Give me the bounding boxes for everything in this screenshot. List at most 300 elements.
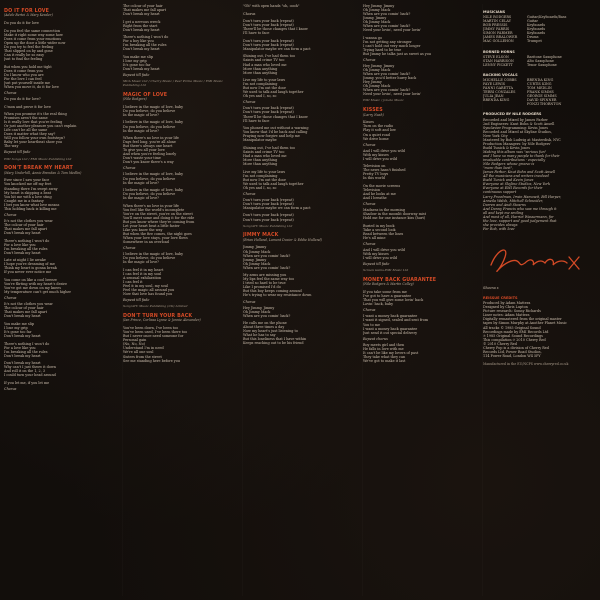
performance-note: Repeat till fade — [123, 298, 150, 303]
text-line: all and kept me smiling — [483, 210, 524, 215]
text-line: The way — [4, 144, 19, 149]
text-line: Synclavier Programming: Kevin Jones — [483, 125, 549, 130]
songwriter-credit: (Adele Bertei & Mary Kessler) — [4, 13, 53, 18]
text-line: You knew that I'd be back and calling — [243, 130, 308, 135]
text-line: Oh Jimmy Mack — [363, 8, 391, 13]
text-line: she provides always — [483, 222, 518, 227]
chorus-label: Chorus — [363, 308, 376, 313]
text-line: Oh Jimmy Mack — [363, 68, 391, 73]
chorus-label: Chorus — [243, 191, 256, 196]
text-line: You've been used, I've been there too — [123, 330, 188, 335]
text-line: Like you know the way — [123, 228, 163, 233]
text-line: Kisses — [363, 120, 374, 125]
text-line: If you never ever notice me — [4, 270, 52, 275]
song-title: MAGIC OF LOVE — [123, 92, 168, 98]
text-line: Make it right some way some how — [4, 32, 63, 37]
text-line: Need your lovin', need your lovin' — [363, 28, 421, 33]
text-line: I'm not getting any stronger — [363, 39, 412, 44]
text-line: I'm breaking all the rules — [4, 349, 48, 354]
text-line: I get a nervous wreck — [123, 19, 161, 24]
lyrics-column-1 — [4, 4, 116, 596]
text-line: I can feel it in my soul — [123, 271, 162, 276]
credit-role: Keyboards — [527, 27, 546, 32]
text-line: Chorus — [243, 11, 256, 16]
text-line: You make me slip — [123, 54, 154, 59]
text-line: The colour of your hair — [123, 4, 163, 8]
text-line: But now I'm out the door — [243, 86, 287, 91]
text-line: Oh Jimmy Mack — [243, 261, 271, 266]
text-line: And roll it on the 1, 2, 3 — [4, 369, 46, 374]
text-line: More than anything — [243, 162, 278, 166]
text-line: With my kisses — [363, 152, 389, 157]
text-line: But this loneliness that I have within — [243, 337, 307, 342]
text-line: I want it signed, sealed and sent from — [363, 318, 429, 323]
text-line: Don't turn your back (repeat) — [243, 201, 294, 206]
credit-name: JAMES BRALOWER — [483, 35, 518, 40]
text-line: I will drive you wild — [363, 156, 397, 161]
text-line: If you take some from me — [363, 290, 407, 295]
text-line: More than anything — [243, 66, 278, 71]
text-line: I bet you know what love means — [4, 202, 60, 207]
text-line: The colour of your hair — [4, 306, 44, 311]
text-line: When there's no love in your life — [123, 136, 179, 141]
text-line: Recorded and Mixed at Skyline Studios, — [483, 129, 552, 134]
text-line: Hold me for one instance kiss (hurt) — [363, 216, 426, 221]
text-line: Lovin' back, baby — [363, 302, 394, 307]
text-line: When there's no love in your life — [123, 203, 179, 208]
text-line: When your love stays, your love flows — [123, 236, 188, 241]
text-line: Boy meets girl and then — [363, 342, 405, 347]
text-line: Trying hard to be true — [363, 47, 402, 52]
chorus-label: Chorus — [363, 142, 376, 147]
song-title: KISSES — [363, 108, 383, 114]
lyric-block — [363, 4, 475, 56]
text-line: C'mon and prove it for love — [4, 104, 51, 109]
lyric-block — [4, 302, 116, 385]
text-line: I want a money back guarantee — [363, 314, 418, 319]
text-line: Produced by Adam Mattera — [483, 301, 531, 306]
text-line: If you let me, if you let me — [4, 380, 50, 385]
publisher-credit: Sony/ATV Music Publishing (UK) Limited — [123, 304, 188, 309]
text-line: Jimmy, you'd better hurry back — [363, 76, 417, 81]
text-line: We're all one soul — [123, 350, 154, 355]
text-line: Don't turn your back (repeat) — [243, 23, 294, 28]
text-line: Do you do it for love? — [4, 96, 41, 101]
text-line: I believe in the magic of love, baby — [123, 252, 184, 257]
text-line: Madness in the morning — [363, 208, 405, 213]
text-line: Just to find the feeling — [4, 57, 43, 62]
text-line: Do you believe, do you believe — [123, 108, 176, 113]
text-line: There'll be those changes that I know — [243, 27, 308, 32]
text-line: Don't turn your back (repeat) — [243, 110, 294, 115]
credit-role: FRANK SIMMS — [527, 90, 554, 95]
text-line: Buried in my book — [363, 223, 395, 228]
text-line: For Rob, with love — [483, 226, 515, 231]
text-line: When are you comin' back? — [363, 88, 411, 93]
text-line: The colour of your hair — [4, 222, 44, 227]
text-line: There'll be those changes that I know — [243, 114, 308, 119]
text-line: Liner notes: Adam Mattera — [483, 313, 530, 318]
credit-row — [483, 63, 597, 67]
credit-role: Guitar/Keyboards/Bass — [527, 15, 567, 20]
text-line: I can't hold out very much longer — [363, 43, 421, 48]
text-line: Saints and crime TV too — [243, 58, 285, 63]
text-line: tapes by Simon Murphy at Another Planet Music — [483, 321, 567, 326]
text-line: Don't break my heart — [4, 333, 41, 338]
credit-name: MARTIN CELAY — [483, 19, 511, 24]
text-line: Right from the start — [123, 23, 158, 28]
text-line: Don't turn your back (repeat) — [243, 38, 294, 43]
text-line: the love, support and good judgement that — [483, 218, 557, 223]
text-line: But I never once need someone for — [123, 334, 184, 339]
credit-role: GEORGE SIMMS — [527, 94, 557, 99]
lyric-block — [243, 245, 355, 297]
lyric-block — [4, 219, 116, 294]
text-line: When are you comin' back? — [363, 24, 411, 29]
chorus-label: Chorus — [4, 296, 17, 301]
songwriter-credit: (Larry Nash) — [363, 112, 384, 117]
chorus-label: Chorus — [4, 386, 17, 391]
text-line: That makes me fall apart — [4, 310, 48, 315]
text-line: (No, No, No) — [123, 342, 145, 347]
text-line: You've been down, I've been too — [123, 326, 179, 331]
chorus-label: Chorus — [123, 246, 136, 251]
text-line: Live my life to your laws — [243, 169, 286, 174]
text-line: There's nothing I won't do — [4, 238, 50, 243]
text-line: When are you comin' back? — [243, 313, 291, 318]
text-line: Hey Jimmy — [363, 80, 382, 85]
text-line: Nile Rodgers whose groove is — [483, 162, 535, 167]
text-line: Sisters from the street — [123, 354, 162, 359]
performance-note: Repeat till fade — [123, 73, 150, 78]
lyric-block — [4, 97, 116, 149]
text-line: Designed by Chris Lupton — [483, 305, 528, 310]
credit-name: NILE RODGERS — [483, 15, 512, 20]
text-line: Shining out, I've had them too — [243, 54, 296, 59]
lyric-block — [363, 248, 475, 260]
text-line: Or just another pleasure you can't explain — [4, 124, 77, 129]
credit-role: TOM MEDLIN — [527, 86, 552, 91]
text-line: I'll have to face — [243, 118, 270, 123]
text-line: I lose my grip — [123, 59, 147, 64]
text-line: Do you believe, do you believe — [123, 124, 176, 129]
credit-name: SIMON FARMER — [483, 31, 513, 36]
text-line: You're flirting with my heart's desire — [4, 281, 68, 286]
text-line: Had a man who loved me — [243, 153, 287, 158]
text-line: It's not the clothes you wear — [4, 302, 53, 307]
text-line: Shadow in the moonlit doorway mist — [363, 212, 426, 217]
credit-name: FAYE LEWIS — [483, 82, 506, 87]
song-title: JIMMY MACK — [243, 233, 279, 239]
text-line: It's gone too far — [4, 329, 32, 334]
text-line: Don't turn your back (repeat) — [243, 197, 294, 202]
text-line: I'm breaking all the rules — [4, 246, 48, 251]
text-line: And I will drive you wild — [363, 148, 405, 153]
songwriter-credit: (Brian Holland, Lamont Dozier & Eddie Holland) — [243, 237, 322, 242]
text-line: Don't break my heart — [4, 353, 41, 358]
text-line: All the musicians and writers involved — [483, 174, 549, 179]
text-line: We've got to make it last — [363, 358, 406, 363]
text-line: You phoned me out without a warning — [243, 126, 309, 131]
text-line: Do you do it for love — [4, 21, 39, 26]
text-line: Television on — [363, 164, 386, 169]
text-line: All tracks © 1985 Original Sound — [483, 325, 541, 330]
text-line: "Oh" with open hands "oh, oooh" — [243, 4, 300, 8]
chorus-label: Chorus — [123, 166, 136, 171]
text-line: And most of all, Harriet Wassermann, for — [483, 214, 554, 219]
text-line: Darren and Andi Stearns — [483, 202, 526, 207]
text-line: Don't turn your back (repeat) — [243, 19, 294, 24]
text-line: Don't waste your time — [123, 156, 161, 161]
text-line: Oh Jimmy Mack — [243, 309, 271, 314]
text-line: Don't break my heart — [123, 27, 160, 32]
credit-role: Trumpet — [527, 39, 542, 44]
credits-column — [482, 4, 597, 596]
lyric-block — [363, 64, 475, 96]
credits-heading: BORNED HORNS — [483, 49, 515, 54]
credit-role: BRENDA KING — [527, 78, 554, 83]
text-line: I hope you're dreaming of me — [4, 262, 55, 267]
credit-name: MICHELLE COBBS — [483, 78, 517, 83]
publisher-credit: EMI Music / Jobete Music — [363, 98, 404, 103]
publisher-credit: Screen Gems-EMI Music Ltd — [363, 268, 409, 273]
text-line: Promises aren't the same — [4, 116, 48, 121]
reissue-heading: REISSUE CREDITS — [483, 296, 518, 301]
text-line: Life can't be all the same — [4, 128, 48, 133]
credit-name: STAN HARRISON — [483, 58, 514, 63]
text-line: Caught me in a fantasy — [4, 198, 44, 203]
text-line: Shining out, I've had them too — [243, 145, 296, 150]
chorus-label: Chorus — [243, 299, 256, 304]
text-line: But this boy keeps coming around — [243, 289, 302, 294]
text-line: I'll have to face — [243, 31, 270, 36]
text-line: When are you comin' back? — [243, 265, 291, 270]
text-line: New York City — [483, 133, 508, 138]
credit-name: LENNY PICKETT — [483, 62, 513, 67]
text-line: This holding back is killing me — [4, 206, 57, 211]
chorus-label: Chorus — [243, 100, 256, 105]
text-line: Television — [363, 188, 381, 193]
text-line: But now I'm out the door — [243, 177, 287, 182]
text-line: Larry Freedman, Irwin Hamowit, Bill Harper, — [483, 194, 562, 199]
text-line: Open up the door a little wider now — [4, 40, 66, 45]
text-line: Had a man who loved me — [243, 62, 287, 67]
text-line: Everyone at EMI Records for their — [483, 186, 543, 191]
text-line: I lose my grip — [4, 325, 28, 330]
text-line: Let your heart beat a little faster — [123, 223, 180, 228]
text-line: I wanna go — [363, 35, 383, 40]
text-line: Manipulator maybe — [243, 138, 277, 143]
handwritten-signature — [483, 235, 589, 281]
text-line: That makes me fall apart — [4, 226, 48, 231]
text-line: About three times a day — [243, 325, 285, 330]
text-line: Pretty TV boys — [363, 172, 389, 177]
credit-role: FONZI THORNTON — [527, 102, 562, 107]
text-line: Play it soft and low — [363, 128, 396, 133]
text-line: You knocked me off my feet — [4, 182, 52, 187]
text-line: Ever since I saw your face — [4, 178, 50, 183]
text-line: I can feel it — [123, 280, 143, 285]
lyric-block — [123, 252, 235, 296]
credit-name: MAC GOLLEHON — [483, 39, 514, 44]
text-line: I believe in the magic of love, baby — [123, 104, 184, 109]
text-line: Don't turn your back (repeat) — [243, 213, 294, 218]
text-line: You're on the street, you're on the street — [123, 211, 193, 216]
text-line: When are you comin' back? — [363, 72, 411, 77]
credits-heading: BACKING VOCALS — [483, 72, 518, 77]
performance-note: Repeat till fade — [4, 150, 31, 155]
text-line: You to me — [363, 322, 380, 327]
text-line: I could turn your head around — [4, 373, 56, 378]
text-line: Why can't I just throw it down — [4, 365, 56, 370]
text-line: He calls me on the phone — [243, 321, 287, 326]
credit-row — [483, 102, 597, 106]
text-line: You feel like the world's incomplete — [123, 207, 185, 212]
credit-name: BOB PRESSIS — [483, 23, 508, 28]
songwriter-credit: (Ian Prince, Corlissa Lynne & Jonnie Alexander) — [123, 318, 201, 323]
text-line: I will drive you wild — [363, 256, 397, 261]
text-line: Standing there I'm swept away — [4, 186, 58, 191]
chorus-label: Chorus — [363, 58, 376, 63]
text-line: The news hasn't finished — [363, 168, 406, 173]
song-title: DO IT FOR LOVE — [4, 9, 50, 14]
text-line: For a boy like you — [123, 39, 154, 44]
lyric-block — [363, 314, 475, 334]
text-line: In the magic of love? — [123, 196, 159, 201]
text-line: You make me slip — [4, 321, 35, 326]
text-line: Don't turn your back (repeat) — [243, 106, 294, 111]
text-line: And he looks at me — [363, 192, 396, 197]
credit-role: CURTIS KING — [527, 82, 552, 87]
text-line: Does it come from you — [4, 68, 43, 73]
songwriter-credit: (Nile Rodgers & Martin Colley) — [363, 282, 414, 287]
text-line: © 2010 Cherry Red — [483, 341, 517, 346]
text-line: I tried so hard to be true — [243, 281, 286, 286]
text-line: Think my heart is gonna break — [4, 266, 57, 271]
text-line: You'll meet some and doing it for the ride — [123, 215, 195, 220]
credit-role: Keyboards — [527, 23, 546, 28]
text-line: But you know where they're coming from — [123, 219, 195, 224]
text-line: When are you comin' back? — [243, 253, 291, 258]
text-line: In the magic of love? — [123, 260, 159, 265]
text-line: Picture research: Sonny Richards — [483, 309, 541, 314]
credit-role: Drums — [527, 35, 539, 40]
text-line: Everyone at Skyline Studios, New York — [483, 182, 551, 187]
thanks-note — [483, 150, 597, 231]
credit-role: Alto Saxophone — [527, 58, 554, 63]
lyric-block — [483, 301, 597, 325]
lyrics-column-2 — [122, 4, 235, 596]
text-line: Production Managers: by Nile Rodgers' — [483, 141, 552, 146]
text-line: I believe in the magic of love, baby — [123, 188, 184, 193]
text-line: I'm not complaining — [243, 173, 278, 178]
text-line: Do you feel the same connection — [4, 28, 61, 33]
text-line: Read between the lines — [363, 231, 404, 236]
text-line: Don't break my heart — [123, 47, 160, 52]
text-line: Don't you know there's a way — [123, 160, 174, 165]
songwriter-credit: (Mary Underhill, Annie Brendan & Tom Medlin) — [4, 170, 82, 175]
text-line: My lips feel the same way too — [243, 277, 295, 282]
text-line: More than anything — [243, 70, 278, 75]
text-line: In this world — [363, 176, 385, 181]
lyric-block — [243, 106, 355, 189]
credit-role: Tenor Saxophone — [527, 62, 557, 67]
text-line: Do you believe, do you believe — [123, 176, 176, 181]
text-line: To give you all your love — [123, 148, 165, 153]
lyric-block — [363, 120, 475, 140]
credit-name: STEVE ELSON — [483, 54, 509, 59]
text-line: When are you comin' back? — [363, 12, 411, 17]
lyric-block — [123, 4, 235, 71]
text-line: On a quiet road — [363, 132, 390, 137]
text-line: Cherry Pop is a division of Cherry Red — [483, 345, 549, 350]
credits-heading: PRODUCED BY NILE RODGERS — [483, 112, 542, 117]
text-line: More than anything — [243, 157, 278, 162]
text-line: Oh Jimmy Mack — [363, 20, 391, 25]
text-line: For a love like you — [4, 242, 36, 247]
text-line: Just send it out special delivery — [363, 330, 417, 335]
text-line: Baby let your heartbeat show you — [4, 140, 62, 145]
text-line: Oh yes and I, so, so — [243, 94, 277, 99]
text-line: With my kisses — [363, 252, 389, 257]
text-line: It can't be like my lovers of past — [363, 350, 419, 355]
manufacturer-line: Manufactured in the EU/NCPS www.cherryred.co.uk — [483, 361, 569, 366]
text-line: For the love I can feel — [4, 76, 42, 81]
text-line: Now my heart's just listening to — [243, 329, 298, 334]
lyric-block — [483, 118, 597, 150]
sign-off: Sheena x — [483, 285, 499, 290]
text-line: I want a money back guarantee — [363, 326, 418, 331]
text-line: See me standing here before you — [123, 358, 180, 363]
lyrics-column-4 — [362, 4, 475, 596]
text-line: Like I promised I'd do — [243, 285, 281, 290]
text-line: When you move it, do it for love — [4, 84, 59, 89]
credit-role: Guitar — [527, 19, 538, 24]
text-line: Hey Jimmy, Jimmy — [243, 305, 275, 310]
text-line: Will you follow your own footsteps? — [4, 136, 66, 141]
text-line: Need your lovin', need your lovin' — [363, 92, 421, 97]
text-line: He's trying to wear my resistance down — [243, 293, 312, 298]
text-line: Hey Jimmy, Jimmy — [363, 4, 395, 8]
lyric-block — [123, 172, 235, 244]
text-line: Is it really love that you're feeling — [4, 120, 63, 125]
text-line: We used to talk and laugh together — [243, 181, 304, 186]
text-line: That you will give some lovin' back — [363, 298, 424, 303]
credit-name: BRENDA KING — [483, 98, 510, 103]
text-line: But there's always one heart — [123, 144, 173, 149]
text-line: Live my life to your laws — [243, 78, 286, 83]
text-line: We used to talk and laugh together — [243, 90, 304, 95]
credit-name: FANNI GARETTA — [483, 86, 513, 91]
lyric-block — [4, 178, 116, 210]
text-line: But when you hold me tight — [4, 64, 52, 69]
text-line: And I breathe — [363, 196, 387, 201]
credit-name — [483, 102, 527, 106]
chorus-label: Chorus — [363, 242, 376, 247]
text-line: Don't turn your back (repeat) — [243, 42, 294, 47]
text-line: It's gone too far — [123, 63, 151, 68]
text-line: Don't break my heart — [123, 12, 160, 17]
text-line: Recorded and Mixed by James Farber — [483, 117, 548, 122]
text-line: Oh Jimmy Mack — [363, 84, 391, 89]
text-line: Turn on the radio — [363, 124, 394, 129]
text-line: My heart is skipping a beat — [4, 190, 52, 195]
text-line: Days feel long, you're all alone — [123, 140, 176, 145]
text-line: You come on like a cool breeze — [4, 277, 57, 282]
text-line: On the movie screens — [363, 184, 401, 188]
song-title: DON'T TURN YOUR BACK — [123, 313, 193, 319]
text-line: Don't break my heart — [123, 67, 160, 72]
